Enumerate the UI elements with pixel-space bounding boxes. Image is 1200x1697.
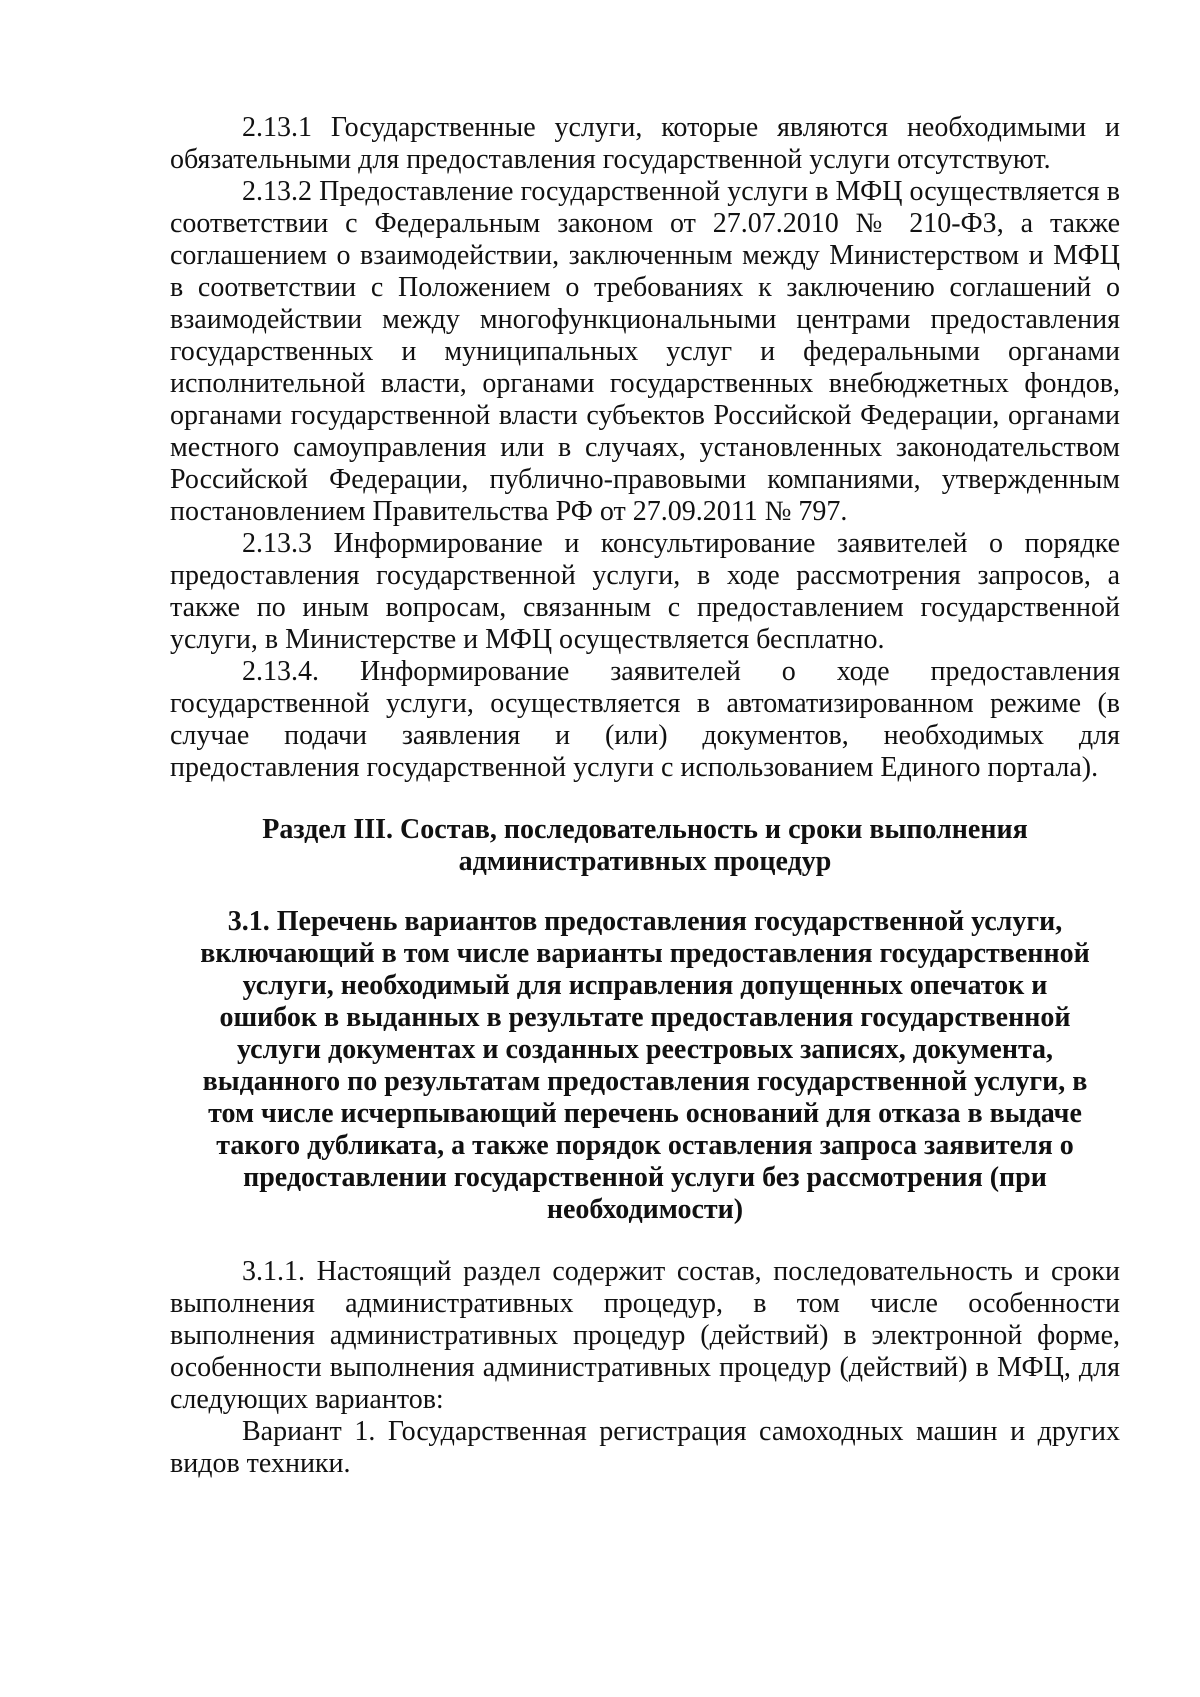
section-heading: Раздел III. Состав, последовательность и сроки выполнения административных процедур (262, 814, 1028, 877)
subsection-heading: 3.1. Перечень вариантов предоставления государственной услуги, включающий в том числе варианты предоставления государственной услуги, необходимый для исправления допущенных опечаток и ошибок в выданных в результате предоставления государственной услуги документах и созданных реестровых записях, документа, выданного по результатам предоставления государственной услуги, в том числе исчерпывающий перечень оснований для отказа в выдаче такого дубликата, а также порядок оставления запроса заявителя о предоставлении государственной услуги без рассмотрения (при необходимости) (200, 906, 1090, 1225)
paragraph-2-13-3: 2.13.3 Информирование и консультирование заявителей о порядке предоставления государственной услуги, в ходе рассмотрения запросов, а также по иным вопросам, связанным с предоставлением государственной услуги, в Министерстве и МФЦ осуществляется бесплатно. (170, 528, 1120, 655)
paragraph-variant-1: Вариант 1. Государственная регистрация самоходных машин и других видов техники. (170, 1416, 1120, 1479)
paragraph-3-1-1: 3.1.1. Настоящий раздел содержит состав, последовательность и сроки выполнения административных процедур, в том числе особенности выполнения административных процедур (действий) в электронной форме, особенности выполнения административных процедур (действий) в МФЦ, для следующих вариантов: (170, 1256, 1120, 1415)
paragraph-2-13-4: 2.13.4. Информирование заявителей о ходе предоставления государственной услуги, осуществляется в автоматизированном режиме (в случае подачи заявления и (или) документов, необходимых для предоставления государственной услуги с использованием Единого портала). (170, 656, 1120, 783)
paragraph-2-13-2: 2.13.2 Предоставление государственной услуги в МФЦ осуществляется в соответствии с Федеральным законом от 27.07.2010 № 210-ФЗ, а также соглашением о взаимодействии, заключенным между Министерством и МФЦ в соответствии с Положением о требованиях к заключению соглашений о взаимодействии между многофункциональными центрами предоставления государственных и муниципальных услуг и федеральными органами исполнительной власти, органами государственных внебюджетных фондов, органами государственной власти субъектов Российской Федерации, органами местного самоуправления или в случаях, установленных законодательством Российской Федерации, публично-правовыми компаниями, утвержденным постановлением Правительства РФ от 27.09.2011 № 797. (170, 176, 1120, 527)
paragraph-2-13-1: 2.13.1 Государственные услуги, которые являются необходимыми и обязательными для предоставления государственной услуги отсутствуют. (170, 112, 1120, 175)
document-page (170, 112, 1120, 1480)
